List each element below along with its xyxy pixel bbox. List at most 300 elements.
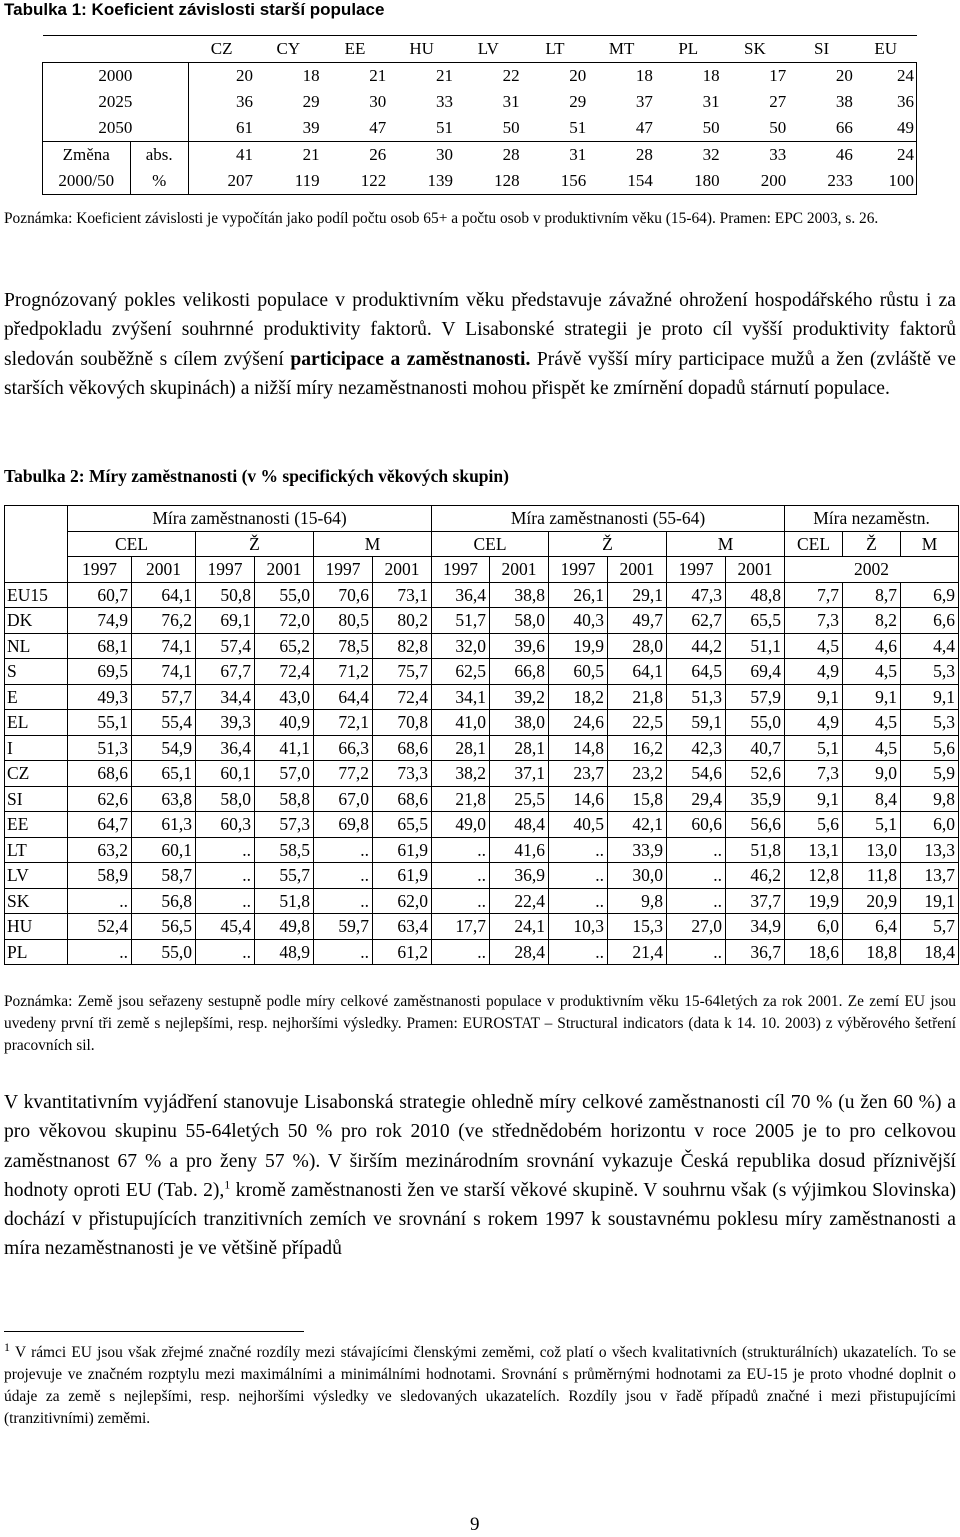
t2-cell: 28,4 [490,939,549,965]
paragraph-1-bold: participace a zaměstnanosti. [290,348,531,370]
t2-sub-header: Ž [843,531,901,557]
t2-row [5,939,959,965]
t2-cell: 69,5 [68,659,132,685]
t2-sub-header: M [901,531,959,557]
t2-cell: 55,0 [726,710,785,736]
t2-cell: 9,1 [843,684,901,710]
t2-cell: 7,3 [785,608,843,634]
t2-cell: .. [432,837,490,863]
t2-cell: .. [314,888,373,914]
t2-cell: 51,7 [432,608,490,634]
t2-cell: 32,0 [432,633,490,659]
t1-cell: 47 [369,118,387,137]
t2-cell: 14,6 [549,786,608,812]
t2-cell: 4,5 [785,633,843,659]
t2-sub-header: CEL [68,531,196,557]
t1-col-header: SI [788,36,855,63]
t2-cell: 16,2 [608,735,667,761]
t1-cell: 18 [302,66,320,85]
t2-cell: 9,0 [843,761,901,787]
t2-cell: 42,1 [608,812,667,838]
t2-row [5,863,959,889]
t1-col-header: MT [588,36,655,63]
t2-cell: 55,7 [255,863,314,889]
t2-cell: 28,1 [490,735,549,761]
t2-cell: 48,9 [255,939,314,965]
footnote-divider [4,1331,304,1332]
t2-year-header: 1997 [196,557,255,583]
t2-cell: 30,0 [608,863,667,889]
t1-cell: 31 [702,92,720,111]
t2-row [5,710,959,736]
t2-sub-header: M [667,531,785,557]
paragraph-2-text-a: V kvantitativním vyjádření stanovuje Lisabonská strategie ohledně míry celkové zaměstnanosti cíl 70 % (u žen 60 %) a pro věkovou skupinu 55-64letých 50 % pro rok 2010 (ve střednědobém horizontu v roce 2005 je to pro celkovou zaměstnanost 67 % a pro ženy 57 %). V širším mezinárodním srovnání vykazuje Česká republika dosud příznivější hodnoty oproti EU (Tab. 2), [4,1092,956,1201]
t1-cell: 100 [855,168,917,195]
t2-cell: 64,1 [608,659,667,685]
t2-cell: 62,5 [432,659,490,685]
t2-country-label: EU15 [5,582,68,608]
t2-cell: 69,1 [196,608,255,634]
t1-cell: 61 [188,115,255,142]
t2-country-label: EL [5,710,68,736]
t2-cell: 5,1 [785,735,843,761]
t2-country-label: NL [5,633,68,659]
t2-cell: 67,7 [196,659,255,685]
t2-cell: 58,9 [68,863,132,889]
t1-cell: 139 [388,168,455,195]
t2-cell: 69,8 [314,812,373,838]
t1-cell: 180 [655,168,722,195]
t1-cell: 66 [835,118,853,137]
t2-cell: 51,8 [726,837,785,863]
t1-col-header: PL [655,36,722,63]
t2-cell: 64,5 [667,659,726,685]
t1-cell: 20 [188,63,255,90]
t2-cell: 28,1 [432,735,490,761]
t2-cell: 5,6 [785,812,843,838]
t2-year-row [5,557,959,583]
t2-cell: 7,7 [785,582,843,608]
t2-cell: 51,1 [726,633,785,659]
t2-cell: .. [196,863,255,889]
t2-cell: .. [549,837,608,863]
t2-cell: 4,6 [843,633,901,659]
t2-cell: 33,9 [608,837,667,863]
t1-cell: 119 [255,168,322,195]
t2-cell: 5,3 [901,710,959,736]
t2-country-label: LT [5,837,68,863]
t2-cell: 70,8 [373,710,432,736]
t2-cell: 38,2 [432,761,490,787]
t2-cell: 46,2 [726,863,785,889]
t2-cell: 13,7 [901,863,959,889]
t1-cell: 50 [702,118,720,137]
t2-cell: 5,7 [901,914,959,940]
t1-cell: 207 [188,168,255,195]
t2-year-header: 2001 [132,557,196,583]
t2-cell: .. [314,863,373,889]
t2-cell: 41,0 [432,710,490,736]
t2-cell: 13,0 [843,837,901,863]
t1-row [43,63,917,90]
t2-year-header: 1997 [314,557,373,583]
t2-cell: 72,1 [314,710,373,736]
t2-cell: 74,1 [132,633,196,659]
t2-cell: 68,6 [68,761,132,787]
t2-cell: 55,0 [132,939,196,965]
t2-cell: .. [667,837,726,863]
t2-cell: 63,8 [132,786,196,812]
t1-cell: 24 [855,142,917,169]
t2-cell: 18,8 [843,939,901,965]
t2-cell: 35,9 [726,786,785,812]
t1-col-header: LV [455,36,522,63]
t2-cell: 49,3 [68,684,132,710]
t2-cell: 47,3 [667,582,726,608]
t1-cell: 21 [369,66,387,85]
t2-cell: 51,8 [255,888,314,914]
t2-cell: 36,9 [490,863,549,889]
t2-cell: 66,3 [314,735,373,761]
t2-cell: 57,4 [196,633,255,659]
t2-cell: 13,3 [901,837,959,863]
t1-cell: 31 [502,92,520,111]
t2-cell: 9,1 [901,684,959,710]
t2-row [5,837,959,863]
t2-year-header: 2001 [608,557,667,583]
t1-cell: 28 [588,142,655,169]
t2-cell: 9,1 [785,684,843,710]
t2-cell: 9,8 [901,786,959,812]
t2-cell: 74,1 [132,659,196,685]
t2-header-corner [5,506,68,532]
t2-cell: .. [549,888,608,914]
t1-row [43,89,917,115]
t2-cell: 80,2 [373,608,432,634]
t2-country-label: SK [5,888,68,914]
t2-year-header: 2001 [490,557,549,583]
t2-cell: 51,3 [68,735,132,761]
t2-cell: 19,9 [785,888,843,914]
t2-cell: 23,2 [608,761,667,787]
t2-cell: 49,0 [432,812,490,838]
t2-cell: 60,1 [132,837,196,863]
t1-cell: 30 [388,142,455,169]
t2-cell: .. [667,939,726,965]
t2-cell: 37,1 [490,761,549,787]
t2-cell: .. [314,939,373,965]
t2-cell: 73,1 [373,582,432,608]
t2-cell: 66,8 [490,659,549,685]
t2-cell: 55,0 [255,582,314,608]
t2-cell: 60,3 [196,812,255,838]
t1-cell: 26 [322,142,389,169]
t2-cell: 41,1 [255,735,314,761]
t2-cell: 67,0 [314,786,373,812]
t2-cell: 62,0 [373,888,432,914]
t2-cell: 4,9 [785,659,843,685]
t2-cell: 5,3 [901,659,959,685]
t2-cell: 57,7 [132,684,196,710]
t2-cell: 21,8 [432,786,490,812]
t2-cell: 61,9 [373,863,432,889]
footnote-text: V rámci EU jsou však zřejmé značné rozdíly mezi stávajícími členskými zeměmi, což platí o všech kvalitativních (strukturálních) ukazatelích. To se projevuje ve značném rozptylu mezi maximálními a minimálními hodnotami. Srovnání s průměrnými hodnotami za EU-15 je proto vhodné doplnit o údaje za země s nejlepšími, resp. nejhoršími výsledky ve sledovaných ukazatelích. Rozdíly jsou v řadě případů značné i mezi přistupujícími (tranzitivními) zeměmi. [4,1344,956,1427]
t1-cell: 39 [302,118,320,137]
t2-cell: 65,5 [726,608,785,634]
t1-cell: 18 [702,66,720,85]
t2-cell: .. [432,888,490,914]
t2-cell: 64,7 [68,812,132,838]
t1-cell: 46 [788,142,855,169]
footnote [4,1339,956,1430]
t2-cell: 11,8 [843,863,901,889]
t2-year-header: 1997 [68,557,132,583]
t2-cell: 48,8 [726,582,785,608]
t2-cell: 60,1 [196,761,255,787]
t2-cell: 61,3 [132,812,196,838]
t2-year-header: 2002 [785,557,959,583]
paragraph-1-text-a: Prognózovaný pokles velikosti populace v produktivním věku představuje závažné ohrožení hospodářského růstu i za předpokladu zvýšení souhrnné produktivity faktorů. V Lisabonské strategii je proto cíl vyšší produktivity faktorů sledován souběžně s cílem zvýšení [4,290,956,370]
paragraph-2-text-b: kromě zaměstnanosti žen ve starší věkové skupině. V souhrnu však (s výjimkou Slovinska) dochází v přistupujících tranzitivních zemích ve srovnání s rokem 1997 k soustavnému poklesu míry zaměstnanosti a míra nezaměstnanosti je ve většině případů [4,1179,956,1260]
t2-row [5,633,959,659]
t2-cell: 60,6 [667,812,726,838]
paragraph-1 [4,286,956,403]
t1-cell: 50 [502,118,520,137]
t2-group-header-row [5,506,959,532]
t1-cell: 21 [255,142,322,169]
t2-cell: 64,1 [132,582,196,608]
t2-cell: 51,3 [667,684,726,710]
t2-cell: 45,4 [196,914,255,940]
t2-cell: 72,4 [373,684,432,710]
t2-cell: 63,4 [373,914,432,940]
t2-cell: 61,2 [373,939,432,965]
t2-row [5,684,959,710]
t2-cell: 39,6 [490,633,549,659]
t2-cell: 25,5 [490,786,549,812]
t2-cell: 68,1 [68,633,132,659]
t2-cell: .. [549,863,608,889]
t2-group-header: Míra zaměstnanosti (55-64) [432,506,785,532]
t2-cell: 42,3 [667,735,726,761]
t1-header-row [43,36,917,63]
t2-cell: 58,0 [196,786,255,812]
t1-cell: 33 [722,142,789,169]
t2-cell: 39,3 [196,710,255,736]
t1-row-sublabel: % [130,168,188,195]
t2-cell: 6,4 [843,914,901,940]
t2-cell: 40,7 [726,735,785,761]
t2-cell: 14,8 [549,735,608,761]
t2-cell: .. [432,863,490,889]
t2-cell: 77,2 [314,761,373,787]
t2-header-corner [5,531,68,557]
t2-cell: 65,5 [373,812,432,838]
t2-cell: 59,1 [667,710,726,736]
table1 [42,35,917,195]
t2-sub-header: Ž [196,531,314,557]
t1-col-header: CY [255,36,322,63]
t2-cell: 18,6 [785,939,843,965]
t2-cell: 7,3 [785,761,843,787]
t2-cell: 4,9 [785,710,843,736]
t2-cell: 4,5 [843,659,901,685]
t2-cell: 64,4 [314,684,373,710]
t2-cell: 15,8 [608,786,667,812]
table1-note: Poznámka: Koeficient závislosti je vypočítán jako podíl počtu osob 65+ a počtu osob v produktivním věku (15-64). Pramen: EPC 2003, s. 26. [4,210,879,227]
t2-cell: 22,5 [608,710,667,736]
t2-cell: .. [667,863,726,889]
t2-year-header: 1997 [549,557,608,583]
t2-country-label: PL [5,939,68,965]
t2-cell: 59,7 [314,914,373,940]
t2-country-label: I [5,735,68,761]
t2-cell: 60,7 [68,582,132,608]
t2-sub-header-row [5,531,959,557]
t1-row-label: Změna [43,142,131,169]
t1-cell: 154 [588,168,655,195]
t2-cell: 36,4 [432,582,490,608]
t2-cell: 60,5 [549,659,608,685]
t2-cell: 28,0 [608,633,667,659]
t2-cell: 24,6 [549,710,608,736]
t2-cell: 55,4 [132,710,196,736]
t1-cell: 37 [635,92,653,111]
t2-cell: 56,6 [726,812,785,838]
t2-country-label: HU [5,914,68,940]
t2-cell: 75,7 [373,659,432,685]
t2-cell: 18,2 [549,684,608,710]
t1-cell: 22 [502,66,520,85]
t2-cell: 65,1 [132,761,196,787]
t2-cell: 62,6 [68,786,132,812]
t1-row-label: 2000/50 [43,168,131,195]
t1-cell: 20 [569,66,587,85]
t2-cell: 22,4 [490,888,549,914]
t2-sub-header: CEL [432,531,549,557]
t2-cell: 54,9 [132,735,196,761]
t2-row [5,888,959,914]
t2-cell: 80,5 [314,608,373,634]
t2-cell: 58,5 [255,837,314,863]
t1-col-header: SK [722,36,789,63]
t2-sub-header: Ž [549,531,667,557]
t2-cell: 57,9 [726,684,785,710]
t2-cell: 38,0 [490,710,549,736]
t2-cell: 38,8 [490,582,549,608]
t2-cell: .. [667,888,726,914]
t2-cell: 8,4 [843,786,901,812]
t2-cell: 56,8 [132,888,196,914]
t1-cell: 36 [855,89,917,115]
t2-row [5,812,959,838]
t1-cell: 51 [435,118,453,137]
t1-cell: 30 [369,92,387,111]
t2-cell: 6,6 [901,608,959,634]
t2-cell: 4,4 [901,633,959,659]
t2-year-header: 2001 [373,557,432,583]
t2-country-label: S [5,659,68,685]
t2-cell: 56,5 [132,914,196,940]
t2-cell: 12,8 [785,863,843,889]
t1-cell: 27 [769,92,787,111]
t2-cell: 19,1 [901,888,959,914]
t2-cell: 9,1 [785,786,843,812]
t1-cell: 21 [435,66,453,85]
t2-cell: 24,1 [490,914,549,940]
t1-cell: 29 [569,92,587,111]
t2-cell: 21,4 [608,939,667,965]
t1-cell: 233 [788,168,855,195]
t2-cell: 23,7 [549,761,608,787]
paragraph-1-text-b: Právě vyšší míry participace mužů a žen (zvláště ve starších věkových skupinách) a nižší míry nezaměstnanosti mohou přispět ke zmírnění dopadů stárnutí populace. [4,348,956,399]
t2-cell: 6,0 [901,812,959,838]
t2-country-label: SI [5,786,68,812]
t2-cell: 4,5 [843,735,901,761]
t2-cell: 9,8 [608,888,667,914]
t2-year-header: 1997 [667,557,726,583]
table2-note: Poznámka: Země jsou seřazeny sestupně podle míry celkové zaměstnanosti populace v produktivním věku 15-64letých za rok 2001. Ze zemí EU jsou uvedeny první tři země s nejlepšími, resp. nejhoršími výsledky. Pramen: EUROSTAT – Structural indicators (data k 14. 10. 2003) z výběrového šetření pracovních sil. [4,993,956,1054]
t2-row [5,582,959,608]
t2-cell: 5,1 [843,812,901,838]
t2-cell: .. [432,939,490,965]
t2-cell: 55,1 [68,710,132,736]
t2-cell: .. [314,837,373,863]
t2-row [5,735,959,761]
t1-cell: 41 [188,142,255,169]
t2-cell: 6,9 [901,582,959,608]
t1-cell: 36 [188,89,255,115]
t1-col-header: HU [388,36,455,63]
t1-cell: 32 [655,142,722,169]
t2-cell: 50,8 [196,582,255,608]
t2-cell: 58,0 [490,608,549,634]
t2-cell: 73,3 [373,761,432,787]
t2-cell: 49,8 [255,914,314,940]
document-page [4,0,956,1535]
t2-row [5,608,959,634]
t1-cell: 122 [322,168,389,195]
t2-country-label: CZ [5,761,68,787]
t2-cell: 41,6 [490,837,549,863]
t1-row [43,115,917,142]
t2-cell: 5,6 [901,735,959,761]
t2-cell: 43,0 [255,684,314,710]
t1-row-label: 2000 [43,63,189,90]
t2-cell: 34,9 [726,914,785,940]
t2-cell: 69,4 [726,659,785,685]
t2-cell: 49,7 [608,608,667,634]
t1-cell: 17 [769,66,787,85]
t2-cell: 62,7 [667,608,726,634]
t2-cell: 17,7 [432,914,490,940]
t2-cell: .. [196,888,255,914]
table1-title: Tabulka 1: Koeficient závislosti starší populace [4,0,385,19]
t2-cell: 63,2 [68,837,132,863]
t2-cell: 6,0 [785,914,843,940]
t1-col-header: EE [322,36,389,63]
t2-cell: 37,7 [726,888,785,914]
t1-col-header: LT [522,36,589,63]
t2-cell: 40,3 [549,608,608,634]
t2-cell: 58,8 [255,786,314,812]
table2 [4,505,959,965]
t2-cell: 10,3 [549,914,608,940]
t2-cell: 82,8 [373,633,432,659]
t1-col-header: CZ [188,36,255,63]
t2-cell: 8,7 [843,582,901,608]
t2-header-corner [5,557,68,583]
